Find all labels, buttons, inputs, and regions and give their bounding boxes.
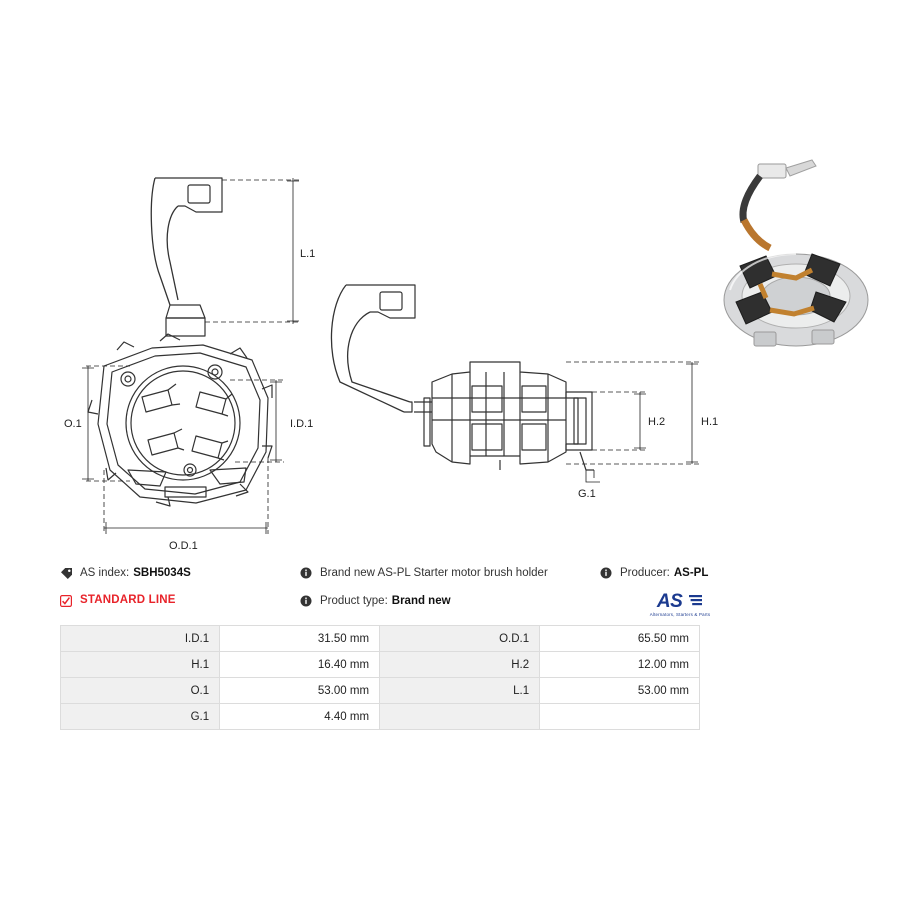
spec-key: O.1 (61, 678, 220, 704)
spec-key: H.1 (61, 652, 220, 678)
product-photo (700, 150, 890, 380)
tag-icon (60, 567, 75, 580)
spec-key: O.D.1 (380, 626, 540, 652)
brand-logo-bars (689, 593, 703, 607)
producer-label: Producer: (620, 567, 670, 579)
spec-key: G.1 (61, 704, 220, 730)
dim-label-l1-svg: L.1 (300, 248, 316, 260)
spec-value: 16.40 mm (220, 652, 380, 678)
table-row (61, 652, 700, 678)
producer-value: AS-PL (673, 567, 709, 579)
brand-logo-text: AS (656, 591, 683, 612)
spec-key-empty (380, 704, 540, 730)
product-info (60, 566, 840, 616)
as-index-value: SBH5034S (133, 567, 191, 579)
info-row-secondary (60, 594, 840, 608)
product-type-label: Product type: (320, 595, 388, 607)
standard-line-cell (60, 594, 300, 606)
spec-value: 53.00 mm (540, 678, 700, 704)
brand-logo-subtitle: Alternators, Starters & Parts (649, 612, 711, 617)
spec-key: L.1 (380, 678, 540, 704)
table-row (61, 678, 700, 704)
description-cell (300, 566, 600, 580)
dim-label-id1-svg: I.D.1 (290, 418, 314, 430)
table-row (61, 704, 700, 730)
spec-value: 12.00 mm (540, 652, 700, 678)
brand-logo-mark (645, 592, 715, 611)
check-box-icon (60, 595, 75, 607)
product-type-cell (300, 594, 600, 608)
info-row-primary (60, 566, 840, 580)
as-index-cell (60, 566, 300, 580)
dim-label-o1-svg: O.1 (64, 418, 82, 430)
spec-value-empty (540, 704, 700, 730)
spec-value: 65.50 mm (540, 626, 700, 652)
spec-key: H.2 (380, 652, 540, 678)
dim-label-g1-svg: G.1 (578, 488, 596, 500)
info-icon (600, 567, 615, 579)
as-index-label: AS index: (80, 567, 130, 579)
brand-logo (645, 592, 715, 617)
table-row (61, 626, 700, 652)
dim-label-h2-svg: H.2 (648, 416, 666, 428)
producer-cell (600, 566, 840, 580)
spec-key: I.D.1 (61, 626, 220, 652)
dim-label-od1-svg: O.D.1 (169, 540, 198, 552)
dim-label-h1-svg: H.1 (701, 416, 719, 428)
spec-value: 4.40 mm (220, 704, 380, 730)
standard-line-label: STANDARD LINE (80, 594, 176, 606)
product-description: Brand new AS-PL Starter motor brush holder (320, 567, 548, 579)
info-icon (300, 567, 315, 579)
info-icon (300, 595, 315, 607)
product-type-value: Brand new (391, 595, 451, 607)
spec-value: 31.50 mm (220, 626, 380, 652)
spec-value: 53.00 mm (220, 678, 380, 704)
specifications-table (60, 625, 700, 730)
